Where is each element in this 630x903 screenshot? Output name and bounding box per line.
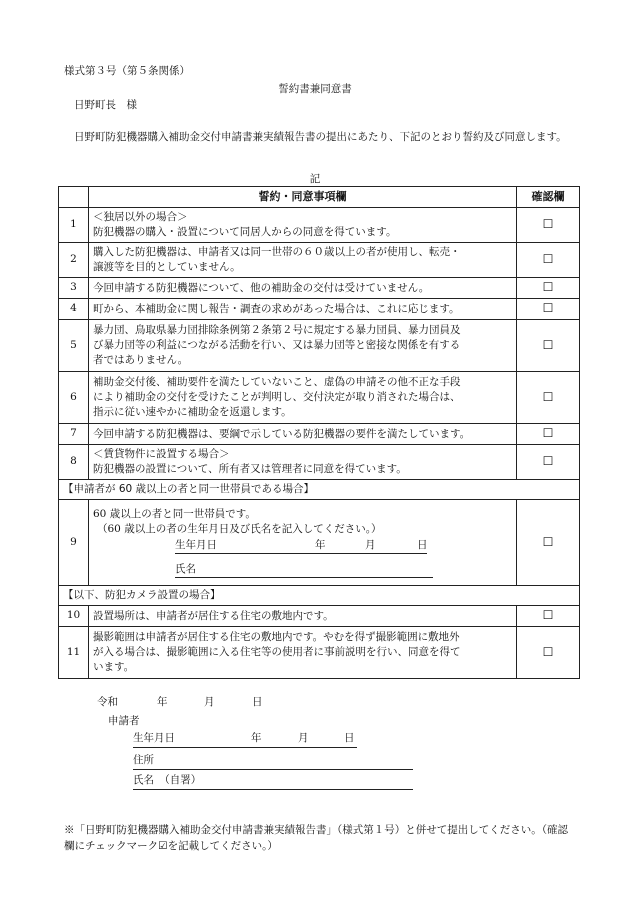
row-line: 指示に従い速やかに補助金を返還します。	[93, 406, 292, 418]
row-number: 2	[59, 243, 89, 278]
row-line: ＜賃貸物件に設置する場合＞	[93, 448, 230, 460]
section-elderly-label: 【申請者が 60 歳以上の者と同一世帯員である場合】	[59, 480, 580, 500]
check-box[interactable]: ☐	[517, 278, 580, 299]
row-number: 5	[59, 320, 89, 372]
row-number: 8	[59, 445, 89, 480]
row-line: 今回申請する防犯機器は、要綱で示している防犯機器の要件を満たしています。	[93, 427, 471, 440]
check-box[interactable]: ☐	[517, 299, 580, 320]
row-line: 譲渡等を目的としていません。	[93, 261, 241, 273]
applicant-name-label: 氏名 （自署）	[133, 774, 202, 786]
row-content	[89, 278, 517, 299]
applicant-birth-year: 年	[251, 732, 262, 744]
row-content	[89, 606, 517, 627]
table-row	[59, 243, 580, 278]
date-era: 令和	[97, 696, 118, 708]
applicant-address-label: 住所	[133, 754, 154, 766]
check-box[interactable]: ☐	[517, 445, 580, 480]
row-line: 町から、本補助金に関し報告・調査の求めがあった場合は、これに応じます。	[93, 302, 460, 315]
section-camera-label: 【以下、防犯カメラ設置の場合】	[59, 586, 580, 606]
table-row	[59, 606, 580, 627]
check-box[interactable]: ☐	[517, 372, 580, 424]
row-content	[89, 424, 517, 445]
row-line: います。	[93, 661, 135, 673]
document-title: 誓約書兼同意書	[278, 83, 352, 95]
table-row	[59, 299, 580, 320]
row-content	[89, 445, 517, 480]
row-content	[89, 299, 517, 320]
applicant-name-field[interactable]	[133, 773, 413, 790]
check-box[interactable]: ☐	[517, 606, 580, 627]
table-row	[59, 208, 580, 243]
birth-month-label: 月	[365, 539, 376, 551]
table-header-row	[59, 187, 580, 208]
date-day: 日	[252, 696, 263, 708]
table-row	[59, 424, 580, 445]
birth-date-input[interactable]	[175, 538, 427, 554]
check-box[interactable]: ☐	[517, 208, 580, 243]
name-input[interactable]	[175, 562, 433, 578]
row-line: 暴力団、鳥取県暴力団排除条例第２条第２号に規定する暴力団員、暴力団員及	[93, 324, 461, 336]
row-number: 6	[59, 372, 89, 424]
row-line: により補助金の交付を受けたことが判明し、交付決定が取り消された場合は、	[93, 391, 461, 403]
header-check: 確認欄	[517, 187, 580, 208]
birth-year-label: 年	[315, 539, 326, 551]
table-row	[59, 372, 580, 424]
row-number: 1	[59, 208, 89, 243]
applicant-birth-label: 生年月日	[133, 732, 175, 744]
row-9-line-1: 60 歳以上の者と同一世帯員です。	[93, 508, 256, 520]
row-9-line-2: （60 歳以上の者の生年月日及び氏名を記入してください。）	[97, 523, 382, 535]
row-line: 撮影範囲は申請者が居住する住宅の敷地内です。やむを得ず撮影範囲に敷地外	[93, 631, 460, 643]
ki-heading: 記	[309, 173, 321, 185]
table-row	[59, 627, 580, 679]
date-year: 年	[157, 696, 168, 708]
row-line: 者ではありません。	[93, 354, 189, 366]
applicant-birth-day: 日	[344, 732, 355, 744]
applicant-address-field[interactable]	[133, 753, 413, 770]
row-9-birth-field	[93, 538, 512, 559]
check-box[interactable]: ☐	[517, 320, 580, 372]
row-number: 4	[59, 299, 89, 320]
row-9-content	[89, 500, 517, 586]
row-number: 10	[59, 606, 89, 627]
check-box[interactable]: ☐	[517, 243, 580, 278]
row-content	[89, 320, 517, 372]
row-line: 今回申請する防犯機器について、他の補助金の交付は受けていません。	[93, 281, 430, 294]
row-line: 購入した防犯機器は、申請者又は同一世帯の６０歳以上の者が使用し、転売・	[93, 246, 461, 258]
section-row-elderly	[59, 480, 580, 500]
row-line: び暴力団等の利益につながる活動を行い、又は暴力団等と密接な関係を有する	[93, 339, 461, 351]
row-line: 補助金交付後、補助要件を満たしていないこと、虚偽の申請その他不正な手段	[93, 376, 461, 388]
addressee: 日野町長 様	[74, 99, 137, 111]
row-number: 11	[59, 627, 89, 679]
birth-label: 生年月日	[175, 539, 217, 551]
applicant-birth-field[interactable]	[133, 731, 357, 748]
table-row	[59, 320, 580, 372]
check-box[interactable]: ☐	[517, 500, 580, 586]
row-number: 7	[59, 424, 89, 445]
row-line: 防犯機器の購入・設置について同居人からの同意を得ています。	[93, 226, 397, 238]
header-item: 誓約・同意事項欄	[89, 187, 517, 208]
table-row	[59, 445, 580, 480]
row-content	[89, 243, 517, 278]
row-number: 3	[59, 278, 89, 299]
table-row	[59, 500, 580, 586]
form-number: 様式第３号（第５条関係）	[64, 65, 190, 77]
header-num-cell	[59, 187, 89, 208]
date-month: 月	[204, 696, 215, 708]
row-line: ＜独居以外の場合＞	[93, 211, 188, 223]
row-line: が入る場合は、撮影範囲に入る住宅等の使用者に事前説明を行い、同意を得て	[93, 646, 461, 658]
table-row	[59, 278, 580, 299]
row-number: 9	[59, 500, 89, 586]
row-line: 防犯機器の設置について、所有者又は管理者に同意を得ています。	[93, 463, 407, 475]
row-9-name-field	[93, 562, 512, 578]
applicant-label: 申請者	[108, 715, 140, 727]
section-row-camera	[59, 586, 580, 606]
name-label: 氏名	[175, 563, 196, 575]
row-content	[89, 208, 517, 243]
row-line: 設置場所は、申請者が居住する住宅の敷地内です。	[93, 609, 334, 622]
check-box[interactable]: ☐	[517, 627, 580, 679]
birth-day-label: 日	[417, 539, 428, 551]
check-box[interactable]: ☐	[517, 424, 580, 445]
row-content	[89, 372, 517, 424]
row-content	[89, 627, 517, 679]
applicant-birth-month: 月	[298, 732, 309, 744]
pledge-table	[58, 186, 580, 679]
intro-paragraph: 日野町防犯機器購入補助金交付申請書兼実績報告書の提出にあたり、下記のとおり誓約及び同意します。	[74, 131, 567, 143]
footnote: ※「日野町防犯機器購入補助金交付申請書兼実績報告書」（様式第１号）と併せて提出してください。（確認欄にチェックマーク☑を記載してください。）	[64, 824, 568, 852]
